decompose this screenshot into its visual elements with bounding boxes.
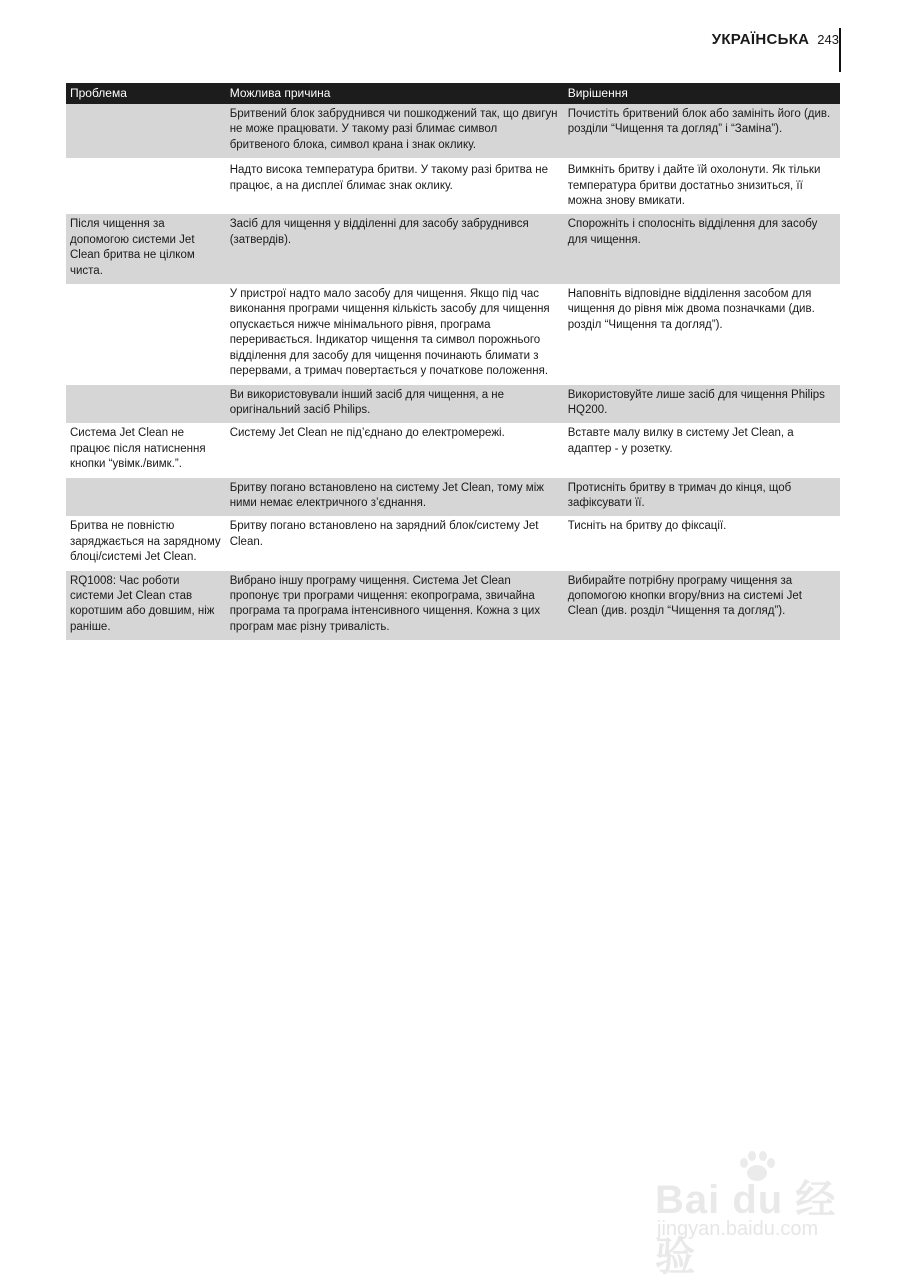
- cell-solution: Спорожніть і сполосніть відділення для засобу для чищення.: [564, 214, 840, 284]
- cell-cause: Надто висока температура бритви. У такому разі бритва не працює, а на дисплеї блимає знак оклику.: [226, 158, 564, 214]
- troubleshooting-table: [66, 83, 840, 640]
- table-row: [66, 158, 840, 214]
- cell-cause: Засіб для чищення у відділенні для засобу забруднився (затвердів).: [226, 214, 564, 284]
- cell-cause: Бритву погано встановлено на зарядний блок/систему Jet Clean.: [226, 516, 564, 570]
- cell-cause: Бритвений блок забруднився чи пошкоджений так, що двигун не може працювати. У такому разі блимає символ бритвеного блока, символ крана і знак оклику.: [226, 104, 564, 158]
- cell-cause: Систему Jet Clean не під’єднано до електромережі.: [226, 423, 564, 477]
- cell-solution: Вставте малу вилку в систему Jet Clean, а адаптер - у розетку.: [564, 423, 840, 477]
- cell-solution: Наповніть відповідне відділення засобом для чищення до рівня між двома позначками (див. розділ “Чищення та догляд”).: [564, 284, 840, 384]
- cell-problem: [66, 158, 226, 214]
- cell-solution: Тисніть на бритву до фіксації.: [564, 516, 840, 570]
- table-row: [66, 104, 840, 158]
- table-row: [66, 385, 840, 424]
- column-header-cause: Можлива причина: [226, 83, 564, 104]
- page-number: 243: [817, 32, 839, 47]
- table-row: [66, 571, 840, 641]
- cell-solution: Вимкніть бритву і дайте їй охолонути. Як тільки температура бритви достатньо знизиться, її можна знову вмикати.: [564, 158, 840, 214]
- cell-cause: У пристрої надто мало засобу для чищення. Якщо під час виконання програми чищення кількість засобу для чищення опускається нижче мінімального рівня, програма переривається. Індикатор чищення та символ порожнього відділення для засобу для чищення починають блимати з перервами, а тримач повертається у початкове положення.: [226, 284, 564, 384]
- cell-cause: Ви використовували інший засіб для чищення, а не оригінальний засіб Philips.: [226, 385, 564, 424]
- table-row: [66, 423, 840, 477]
- column-header-problem: Проблема: [66, 83, 226, 104]
- cell-cause: Бритву погано встановлено на систему Jet Clean, тому між ними немає електричного з’єднання.: [226, 478, 564, 517]
- table-row: [66, 214, 840, 284]
- table-row: [66, 516, 840, 570]
- cell-cause: Вибрано іншу програму чищення. Система Jet Clean пропонує три програми чищення: екопрограма, звичайна програма та програма інтенсивного чищення. Кожна з цих програм має різну тривалість.: [226, 571, 564, 641]
- language-title: УКРАЇНСЬКА: [711, 31, 810, 48]
- cell-solution: Вибирайте потрібну програму чищення за допомогою кнопки вгору/вниз на системі Jet Clean (див. розділ “Чищення та догляд”).: [564, 571, 840, 641]
- cell-problem: Система Jet Clean не працює після натиснення кнопки “увімк./вимк.”.: [66, 423, 226, 477]
- cell-problem: [66, 478, 226, 517]
- cell-problem: [66, 284, 226, 384]
- table-row: [66, 284, 840, 384]
- cell-solution: Використовуйте лише засіб для чищення Philips HQ200.: [564, 385, 840, 424]
- cell-solution: Почистіть бритвений блок або замініть його (див. розділи “Чищення та догляд” і “Заміна”).: [564, 104, 840, 158]
- table-row: [66, 478, 840, 517]
- cell-problem: [66, 104, 226, 158]
- page-header: [712, 31, 839, 48]
- table-header-row: [66, 83, 840, 104]
- column-header-solution: Вирішення: [564, 83, 840, 104]
- header-rule: [839, 28, 841, 72]
- cell-problem: Бритва не повністю заряджається на зарядному блоці/системі Jet Clean.: [66, 516, 226, 570]
- baidu-watermark: [645, 1148, 845, 1279]
- watermark-url: jingyan.baidu.com: [657, 1218, 819, 1240]
- cell-problem: [66, 385, 226, 424]
- watermark-logo: Bai du 经验: [655, 1178, 837, 1279]
- cell-problem: Після чищення за допомогою системи Jet Clean бритва не цілком чиста.: [66, 214, 226, 284]
- cell-problem: RQ1008: Час роботи системи Jet Clean став коротшим або довшим, ніж раніше.: [66, 571, 226, 641]
- cell-solution: Протисніть бритву в тримач до кінця, щоб зафіксувати її.: [564, 478, 840, 517]
